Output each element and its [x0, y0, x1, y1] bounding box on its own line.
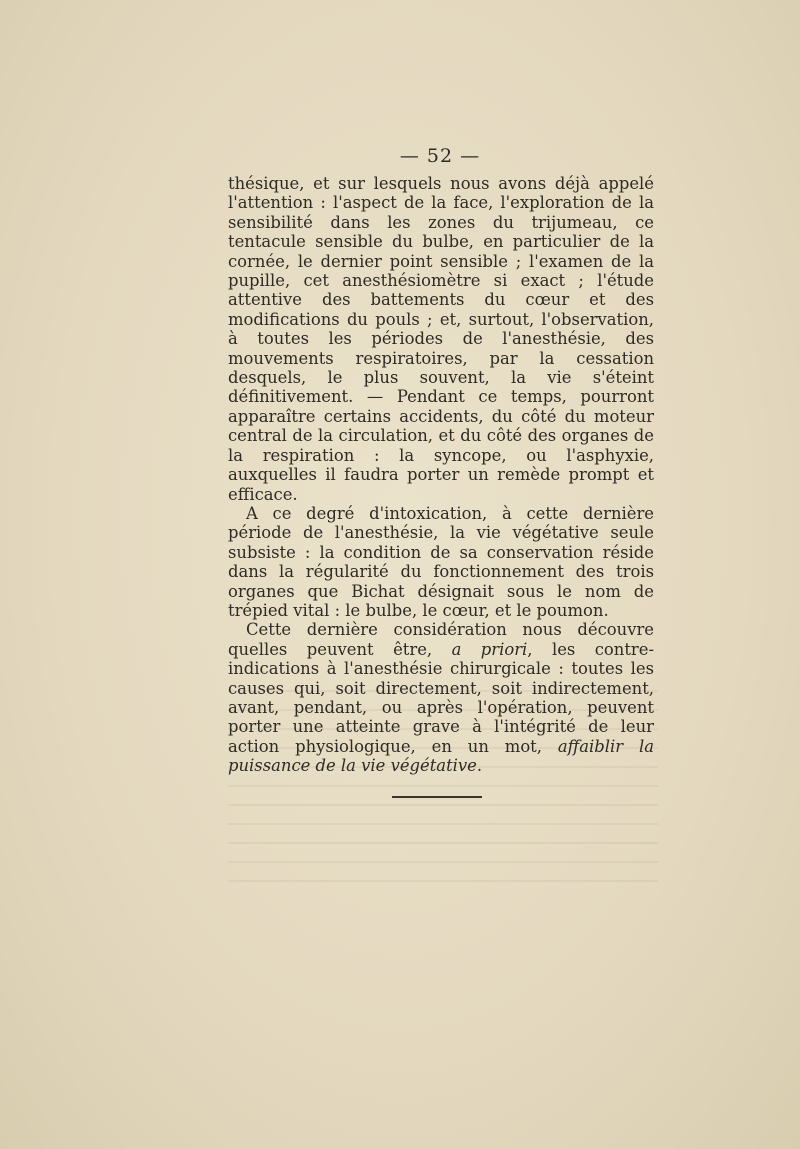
- closing-rule: [392, 796, 482, 798]
- paragraph-3-text-middle: , les contre-indications à l'anesthésie chirurgicale : toutes les causes qui, soit directement, soit indirectement, avant, pendant, ou après l'opération, peuvent porter une atteinte grave à l'intégrité de leur action physiologique, en un mot,: [228, 639, 655, 756]
- paragraph-3-italic-conclusion: affaiblir la puissance de la vie végétative: [228, 736, 655, 776]
- paragraph-3-text-after: .: [476, 756, 483, 776]
- paragraph-3-text-before: Cette dernière considération nous découvre quelles peuvent être,: [228, 620, 654, 659]
- paragraph-3: [228, 620, 654, 775]
- paragraph-3-italic-a-priori: a priori: [451, 639, 528, 659]
- paragraph-2: A ce degré d'intoxication, à cette dernière période de l'anesthésie, la vie végétative seule subsiste : la condition de sa conservation réside dans la régularité du fonctionnement des trois organes que Bichat désignait sous le nom de trépied vital : le bulbe, le cœur, et le poumon.: [228, 503, 654, 620]
- page-number: — 52 —: [399, 145, 481, 167]
- body-text: [228, 174, 654, 776]
- paragraph-1: thésique, et sur lesquels nous avons déjà appelé l'attention : l'aspect de la face, l'exploration de la sensibilité dans les zones du trijumeau, ce tentacule sensible du bulbe, en particulier de la cornée, le dernier point sensible ; l'examen de la pupille, cet anesthésiomètre si exact ; l'étude attentive des battements du cœur et des modifications du pouls ; et, surtout, l'observation, à toutes les périodes de l'anesthésie, des mouvements respiratoires, par la cessation desquels, le plus souvent, la vie s'éteint définitivement. — Pendant ce temps, pourront apparaître certains accidents, du côté du moteur central de la circulation, et du côté des organes de la respiration : la syncope, ou l'asphyxie, auxquelles il faudra porter un remède prompt et efficace.: [228, 174, 654, 504]
